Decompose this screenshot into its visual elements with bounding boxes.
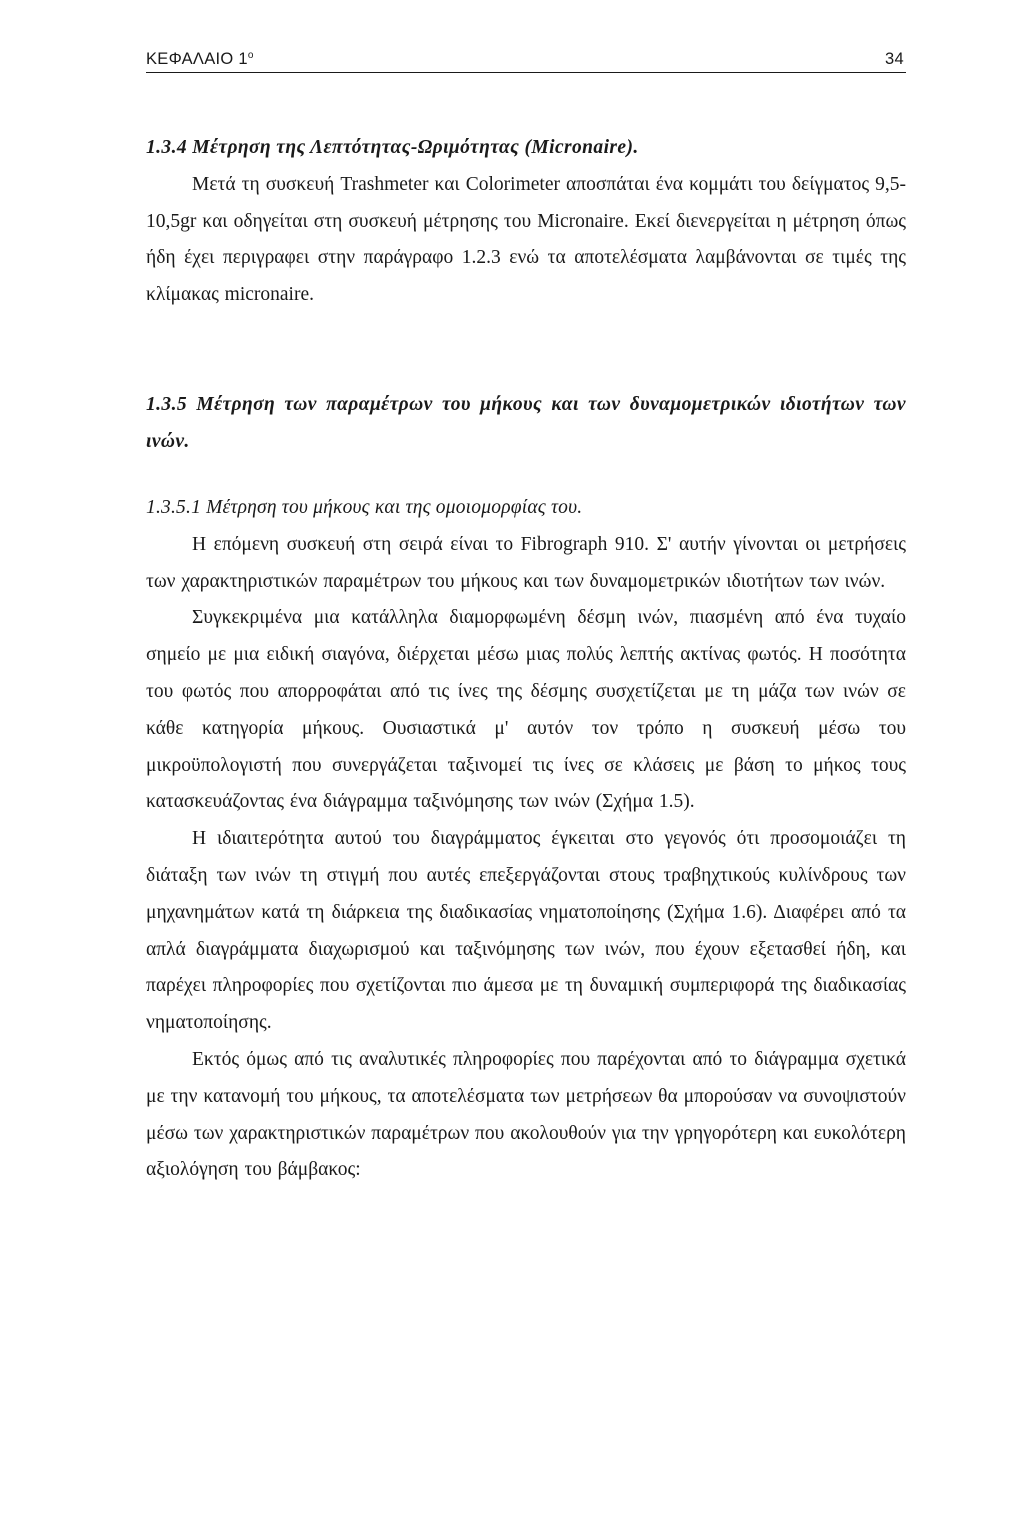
running-header bbox=[146, 48, 906, 73]
paragraph-micronaire: Μετά τη συσκευή Trashmeter και Colorimeter αποσπάται ένα κομμάτι του δείγματος 9,5-10,5gr και οδηγείται στη συσκευή μέτρησης του Micronaire. Εκεί διενεργείται η μέτρηση όπως ήδη έχει περιγραφει στην παράγραφο 1.2.3 ενώ τα αποτελέσματα λαμβάνονται σε τιμές της κλίμακας micronaire. bbox=[146, 173, 906, 306]
section-heading-1-3-5-1: 1.3.5.1 Μέτρηση του μήκους και της ομοιομορφίας του. bbox=[146, 497, 583, 518]
chapter-label bbox=[146, 50, 254, 69]
paragraph-diagram-particularity: Η ιδιαιτερότητα αυτού του διαγράμματος έγκειται στο γεγονός ότι προσομοιάζει τη διάταξη των ινών τη στιγμή που αυτές επεξεργάζονται στους τραβηχτικούς κυλίνδρους των μηχανημάτων κατά τη διάρκεια της διαδικασίας νηματοποίησης (Σχήμα 1.6). Διαφέρει από τα απλά διαγράμματα διαχωρισμού και ταξινόμησης των ινών, που έχουν εξετασθεί ήδη, και παρέχει πληροφορίες που σχετίζονται πιο άμεσα με τη δυναμική συμπεριφορά της διαδικασίας νηματοποίησης. bbox=[146, 828, 906, 1034]
section-1-3-5-1 bbox=[146, 490, 906, 1189]
page-number: 34 bbox=[885, 50, 904, 68]
section-heading-1-3-5: 1.3.5 Μέτρηση των παραμέτρων του μήκους και των δυναμομετρικών ιδιοτήτων των ινών. bbox=[146, 394, 906, 452]
section-1-3-5 bbox=[146, 387, 906, 461]
chapter-superscript: ο bbox=[247, 50, 254, 61]
section-1-3-4 bbox=[146, 130, 906, 314]
chapter-text: ΚΕΦΑΛΑΙΟ 1 bbox=[146, 50, 248, 68]
section-heading-1-3-4: 1.3.4 Μέτρηση της Λεπτότητας-Ωριμότητας (Micronaire). bbox=[146, 137, 639, 158]
paragraph-fibrograph: Η επόμενη συσκευή στη σειρά είναι το Fibrograph 910. Σ' αυτήν γίνονται οι μετρήσεις των χαρακτηριστικών παραμέτρων του μήκους και των δυναμομετρικών ιδιοτήτων των ινών. bbox=[146, 533, 906, 592]
paragraph-summary-parameters: Εκτός όμως από τις αναλυτικές πληροφορίες που παρέχονται από το διάγραμμα σχετικά με την κατανομή του μήκους, τα αποτελέσματα των μετρήσεων θα μπορούσαν να συνοψιστούν μέσω των χαρακτηριστικών παραμέτρων που ακολουθούν για την γρηγορότερη και ευκολότερη αξιολόγηση του βάμβακος: bbox=[146, 1048, 906, 1181]
paragraph-light-beam: Συγκεκριμένα μια κατάλληλα διαμορφωμένη δέσμη ινών, πιασμένη από ένα τυχαίο σημείο με μια ειδική σιαγόνα, διέρχεται μέσω μιας πολύς λεπτής ακτίνας φωτός. Η ποσότητα του φωτός που απορροφάται από τις ίνες της δέσμης συσχετίζεται με τη μάζα των ινών σε κάθε κατηγορία μήκους. Ουσιαστικά μ' αυτόν τον τρόπο η συσκευή μέσω του μικροϋπολογιστή που συνεργάζεται ταξινομεί τις ίνες σε κλάσεις με βάση το μήκος τους κατασκευάζοντας ένα διάγραμμα ταξινόμησης των ινών (Σχήμα 1.5). bbox=[146, 607, 906, 813]
